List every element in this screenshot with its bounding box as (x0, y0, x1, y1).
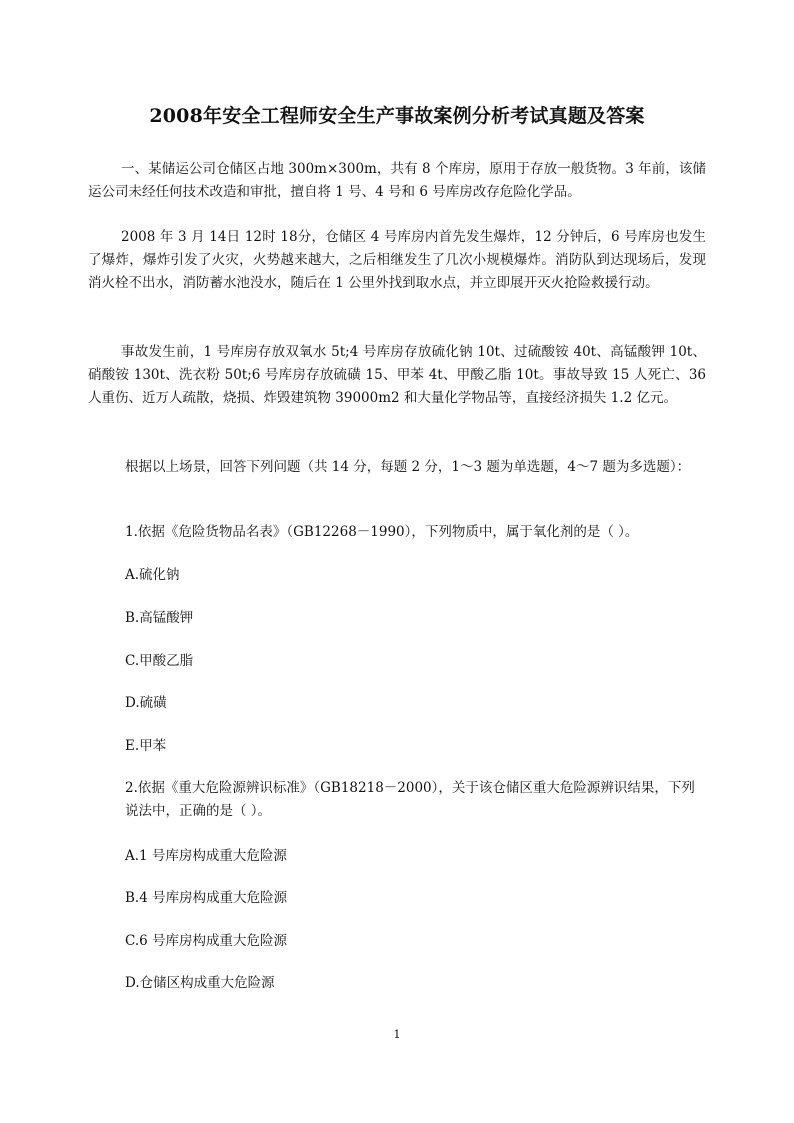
question-1-option-d: D.硫磺 (125, 695, 167, 711)
question-2-stem: 2.依据《重大危险源辨识标准》（GB18218－2000），关于该仓储区重大危险源辨识结果，下列说法中，正确的是（ ）。 (125, 780, 695, 819)
question-2-option-c: C.6 号库房构成重大危险源 (125, 933, 288, 949)
paragraph-instructions: 根据以上场景，回答下列问题（共 14 分，每题 2 分，1～3 题为单选题，4～7 题为多选题）： (125, 459, 691, 475)
question-1-option-b: B.高锰酸钾 (125, 610, 194, 626)
document-title: 2008年安全工程师安全生产事故案例分析考试真题及答案 (149, 105, 645, 127)
paragraph-intro: 一、某储运公司仓储区占地 300m×300m，共有 8 个库房，原用于存放一般货物。3 年前，该储运公司未经任何技术改造和审批，擅自将 1 号、4 号和 6 号库房改存危险化学品。 (88, 161, 706, 200)
page-number: 1 (393, 1028, 401, 1041)
question-1-option-c: C.甲酸乙脂 (125, 653, 194, 669)
paragraph-incident: 2008 年 3 月 14日 12时 18分，仓储区 4 号库房内首先发生爆炸，12 分钟后，6 号库房也发生了爆炸，爆炸引发了火灾，火势越来越大，之后相继发生了几次小规模爆炸。消防队到达现场后，发现消火栓不出水，消防蓄水池没水，随后在 1 公里外找到取水点，并立即展开灭火抢险救援行动。 (88, 229, 706, 291)
question-2-option-d: D.仓储区构成重大危险源 (125, 975, 275, 991)
question-1-option-a: A.硫化钠 (125, 567, 180, 583)
question-1-option-e: E.甲苯 (125, 738, 167, 754)
question-1-stem: 1.依据《危险货物品名表》（GB12268－1990），下列物质中，属于氧化剂的是（ ）。 (125, 524, 639, 540)
question-2-option-b: B.4 号库房构成重大危险源 (125, 890, 288, 906)
paragraph-materials: 事故发生前，1 号库房存放双氧水 5t;4 号库房存放硫化钠 10t、过硫酸铵 40t、高锰酸钾 10t、硝酸铵 130t、洗衣粉 50t;6 号库房存放硫磺 15、甲苯 4t、甲酸乙脂 10t。事故导致 15 人死亡、36 人重伤、近万人疏散，烧损、炸毁建筑物 39000m2 和大量化学物品等，直接经济损失 1.2 亿元。 (88, 344, 706, 406)
question-2-option-a: A.1 号库房构成重大危险源 (125, 848, 287, 864)
